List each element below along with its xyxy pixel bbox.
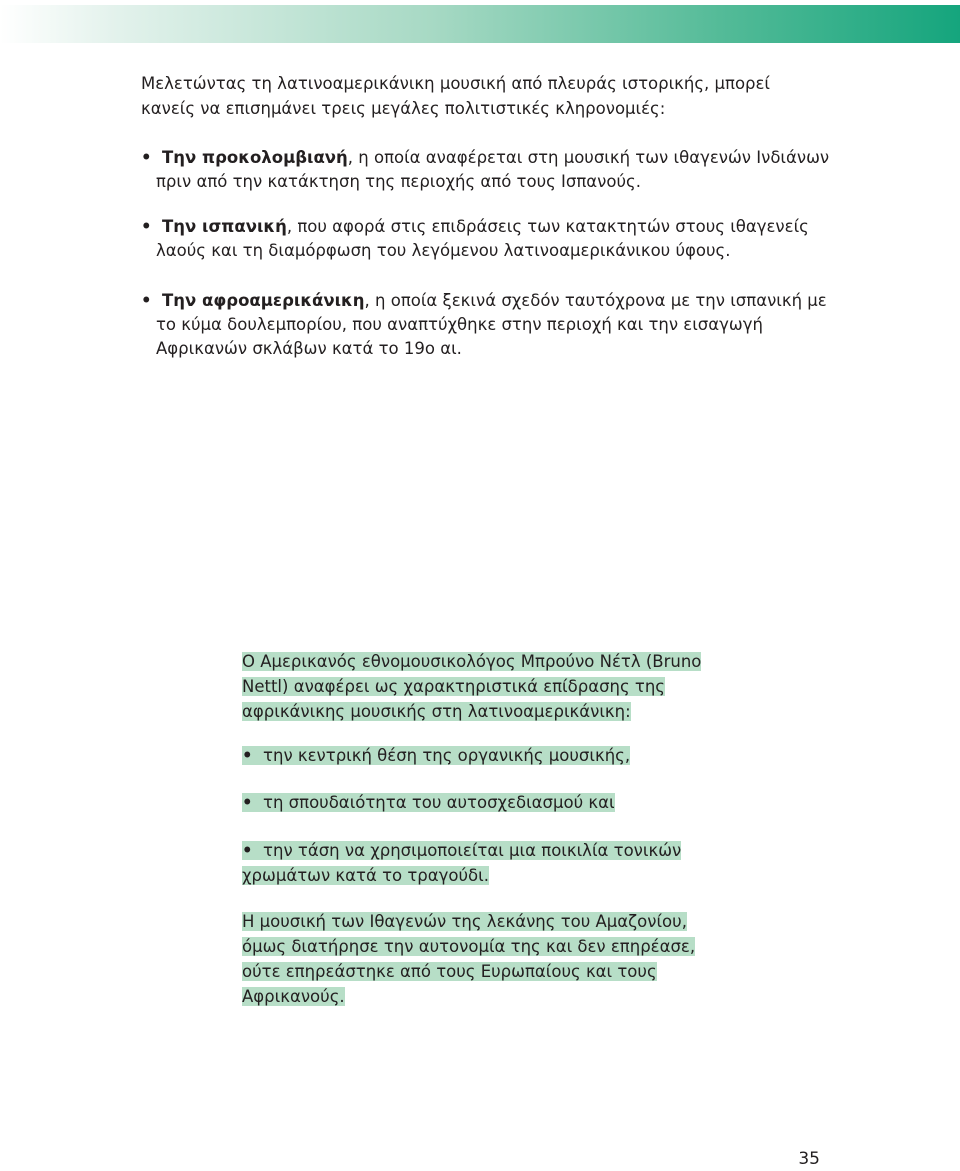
- bullet-icon: •: [242, 793, 253, 812]
- header-gradient-band: [0, 5, 960, 43]
- heritage-term: Την ισπανική: [162, 217, 287, 236]
- highlight-intro-text: Ο Αμερικανός εθνομουσικολόγος Μπρούνο Νέτλ (Bruno Nettl) αναφέρει ως χαρακτηριστικά επίδρασης της αφρικάνικης μουσικής στη λατινοαμερικάνικη:: [242, 652, 702, 721]
- page-number: 35: [798, 1149, 820, 1169]
- bullet-icon: •: [141, 148, 152, 167]
- highlight-item-text: την κεντρική θέση της οργανικής μουσικής,: [263, 746, 631, 765]
- bullet-icon: •: [242, 746, 253, 765]
- heritage-text: , που αφορά στις επιδράσεις των κατακτητών στους ιθαγενείς λαούς και τη διαμόρφωση του λεγόμενου λατινοαμερικάνικου ύφους.: [156, 217, 809, 260]
- highlight-item: [242, 790, 722, 815]
- bullet-icon: •: [141, 217, 152, 236]
- highlight-item-text: τη σπουδαιότητα του αυτοσχεδιασμού και: [263, 793, 615, 812]
- heritage-item-precolumbian: [141, 146, 836, 194]
- highlight-item-content: [242, 793, 615, 812]
- highlight-item: [242, 838, 722, 888]
- highlight-closing-text: Η μουσική των Ιθαγενών της λεκάνης του Αμαζονίου, όμως διατήρησε την αυτονομία της και δεν επηρέασε, ούτε επηρεάστηκε από τους Ευρωπαίους και τους Αφρικανούς.: [242, 912, 696, 1006]
- bullet-icon: •: [141, 291, 152, 310]
- highlight-item: [242, 743, 722, 768]
- heritage-term: Την αφροαμερικάνικη: [162, 291, 365, 310]
- heritage-item-spanish: [141, 215, 836, 263]
- bullet-icon: •: [242, 841, 253, 860]
- highlight-item-content: [242, 841, 681, 885]
- highlight-item-content: [242, 746, 630, 765]
- highlight-closing: [242, 909, 722, 1009]
- heritage-item-afroamerican: [141, 289, 836, 361]
- heritage-term: Την προκολομβιανή: [162, 148, 348, 167]
- highlight-item-text: την τάση να χρησιμοποιείται μια ποικιλία τονικών χρωμάτων κατά το τραγούδι.: [242, 841, 682, 885]
- heritage-text: , η οποία αναφέρεται στη μουσική των ιθαγενών Ινδιάνων πριν από την κατάκτηση της περιοχής από τους Ισπανούς.: [156, 148, 830, 191]
- heritage-text: , η οποία ξεκινά σχεδόν ταυτόχρονα με την ισπανική με το κύμα δουλεμπορίου, που αναπτύχθηκε στην περιοχή και την εισαγωγή Αφρικανών σκλάβων κατά το 19ο αι.: [156, 291, 827, 358]
- highlight-intro: [242, 649, 722, 724]
- intro-paragraph: Μελετώντας τη λατινοαμερικάνικη μουσική από πλευράς ιστορικής, μπορεί κανείς να επισημάνει τρεις μεγάλες πολιτιστικές κληρονομιές:: [141, 74, 771, 118]
